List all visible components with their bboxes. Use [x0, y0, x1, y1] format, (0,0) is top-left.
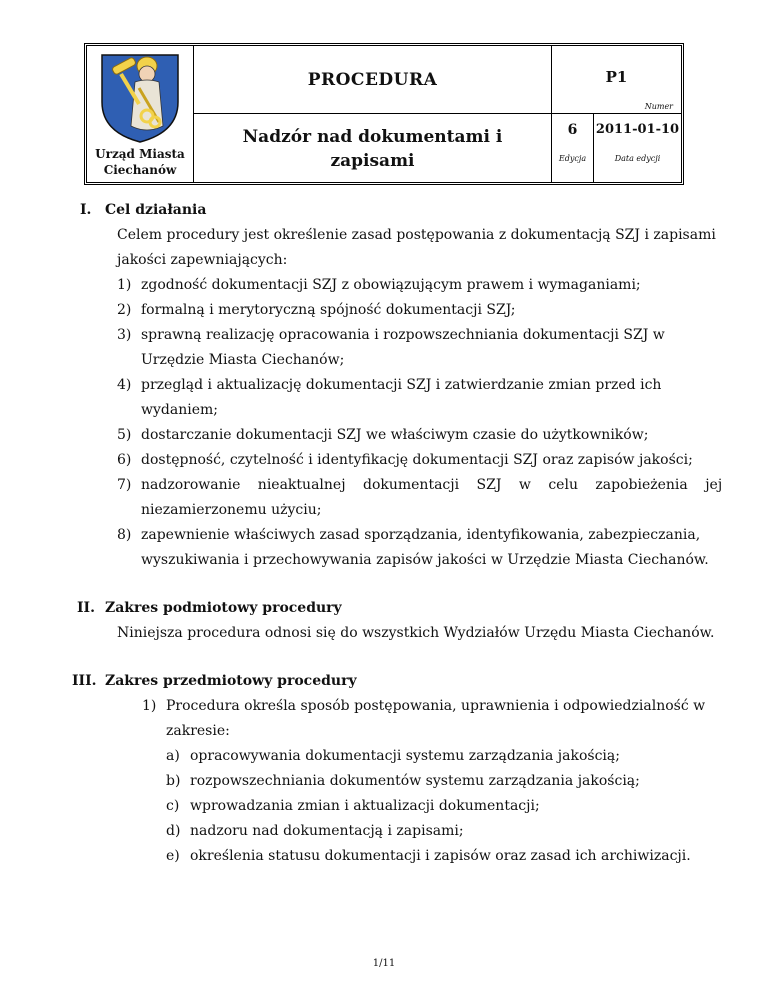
subitem-text: opracowywania dokumentacji systemu zarządzania jakością;	[190, 748, 620, 764]
page-number: 1/11	[372, 958, 396, 969]
procedure-label: PROCEDURA	[307, 70, 438, 90]
office-name-line1: Urząd Miasta	[95, 147, 185, 161]
list-item-text-continued: Urzędzie Miasta Ciechanów;	[141, 352, 345, 368]
date-cell	[594, 114, 681, 182]
list-item-text-continued: wydaniem;	[141, 402, 218, 418]
list-item-number: 1)	[117, 277, 132, 293]
subitem-text: rozpowszechniania dokumentów systemu zarządzania jakością;	[190, 773, 640, 789]
procedure-label-cell	[194, 46, 552, 114]
list-item-number: 6)	[117, 452, 132, 468]
list-item-text-justified	[141, 325, 665, 345]
list-item-text: formalną i merytoryczną spójność dokumentacji SZJ;	[141, 302, 516, 318]
section1-numeral: I.	[80, 202, 92, 218]
list-item-number: 3)	[117, 327, 132, 343]
edition-date: 2011-01-10	[595, 122, 680, 137]
edition-value: 6	[567, 122, 578, 138]
list-item-text: dostarczanie dokumentacji SZJ we właściwym czasie do użytkowników;	[141, 427, 649, 443]
list-item-text: sprawną realizację opracowania i rozpowszechniania dokumentacji SZJ w	[141, 327, 665, 343]
list-item-number: 4)	[117, 377, 132, 393]
subitem-letter: c)	[166, 798, 180, 814]
title-cell	[194, 114, 552, 182]
section2-numeral: II.	[77, 600, 95, 616]
subitem-letter: b)	[166, 773, 181, 789]
subitem-letter: d)	[166, 823, 181, 839]
date-label: Data edycji	[614, 154, 661, 163]
section1-intro-line2: jakości zapewniających:	[117, 252, 288, 268]
logo-cell	[87, 46, 194, 182]
subitem-letter: e)	[166, 848, 180, 864]
procedure-number: P1	[605, 68, 628, 86]
section2-text: Niniejsza procedura odnosi się do wszystkich Wydziałów Urzędu Miasta Ciechanów.	[117, 625, 715, 641]
section1-intro-line1: Celem procedury jest określenie zasad postępowania z dokumentacją SZJ i zapisami	[117, 227, 716, 243]
list-item-text: dostępność, czytelność i identyfikację dokumentacji SZJ oraz zapisów jakości;	[141, 452, 693, 468]
section3-item-text: Procedura określa sposób postępowania, uprawnienia i odpowiedzialność w	[166, 698, 706, 714]
subitem-letter: a)	[166, 748, 180, 764]
document-title: Nadzór nad dokumentami i zapisami	[242, 127, 503, 171]
list-item-text-continued: wyszukiwania i przechowywania zapisów jakości w Urzędzie Miasta Ciechanów.	[141, 552, 709, 568]
section3-numeral: III.	[72, 673, 97, 689]
edition-cell	[552, 114, 594, 182]
office-name	[87, 146, 193, 178]
number-label: Numer	[644, 102, 673, 111]
list-item-text: zapewnienie właściwych zasad sporządzania, identyfikowania, zabezpieczania,	[141, 527, 701, 543]
section3-item-text-continued: zakresie:	[166, 723, 230, 739]
list-item-number: 2)	[117, 302, 132, 318]
number-cell	[552, 46, 681, 114]
subitem-text: nadzoru nad dokumentacją i zapisami;	[190, 823, 464, 839]
subitem-text: określenia statusu dokumentacji i zapisów oraz zasad ich archiwizacji.	[190, 848, 691, 864]
list-item-number: 7)	[117, 477, 132, 493]
subitem-text: wprowadzania zmian i aktualizacji dokumentacji;	[190, 798, 540, 814]
document-header-table	[84, 43, 684, 185]
list-item-text: przegląd i aktualizację dokumentacji SZJ i zatwierdzanie zmian przed ich	[141, 377, 662, 393]
office-name-line2: Ciechanów	[103, 163, 177, 177]
list-item-number: 5)	[117, 427, 132, 443]
section3-item-number: 1)	[142, 698, 157, 714]
city-coat-of-arms-icon	[99, 52, 181, 144]
section3-heading: Zakres przedmiotowy procedury	[105, 673, 357, 689]
section2-heading: Zakres podmiotowy procedury	[105, 600, 342, 616]
list-item-text-continued: niezamierzonemu użyciu;	[141, 502, 322, 518]
section1-heading: Cel działania	[105, 202, 207, 218]
list-item-number: 8)	[117, 527, 132, 543]
list-item-text: nadzorowanie nieaktualnej dokumentacji SZJ w celu zapobieżenia jej	[141, 477, 723, 493]
list-item-text: zgodność dokumentacji SZJ z obowiązującym prawem i wymaganiami;	[141, 277, 641, 293]
edition-label: Edycja	[558, 154, 587, 163]
